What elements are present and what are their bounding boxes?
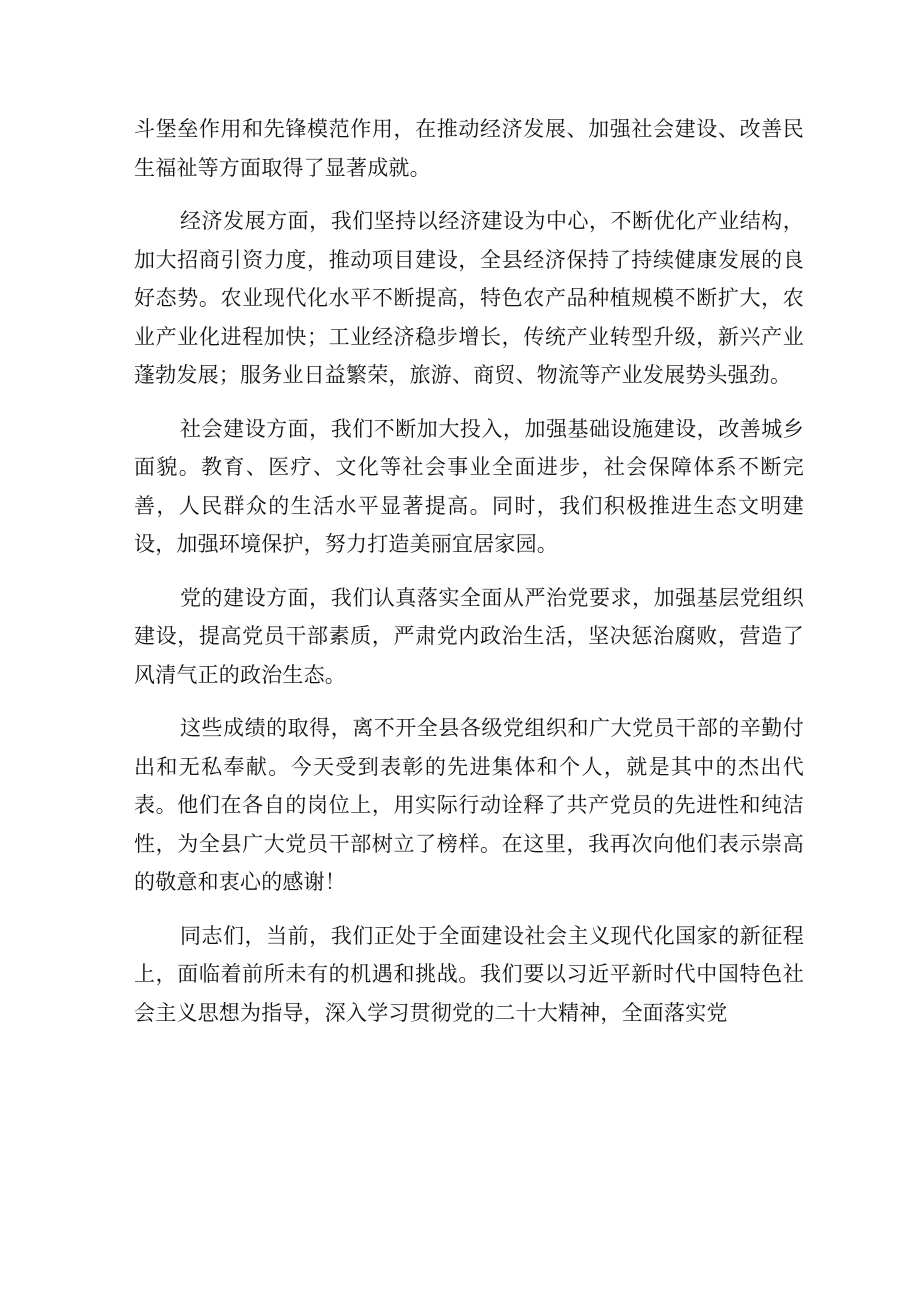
paragraph-continuation: 斗堡垒作用和先锋模范作用，在推动经济发展、加强社会建设、改善民生福祉等方面取得了显著成就。 (134, 117, 804, 180)
paragraph-new-journey: 同志们，当前，我们正处于全面建设社会主义现代化国家的新征程上，面临着前所未有的机遇和挑战。我们要以习近平新时代中国特色社会主义思想为指导，深入学习贯彻党的二十大精神，全面落实党 (134, 923, 804, 1025)
paragraph-economic-development: 经济发展方面，我们坚持以经济建设为中心，不断优化产业结构，加大招商引资力度，推动项目建设，全县经济保持了持续健康发展的良好态势。农业现代化水平不断提高，特色农产品种植规模不断扩大，农业产业化进程加快；工业经济稳步增长，传统产业转型升级，新兴产业蓬勃发展；服务业日益繁荣，旅游、商贸、物流等产业发展势头强劲。 (134, 209, 804, 387)
paragraph-party-building: 党的建设方面，我们认真落实全面从严治党要求，加强基层党组织建设，提高党员干部素质，严肃党内政治生活，坚决惩治腐败，营造了风清气正的政治生态。 (134, 585, 804, 687)
paragraph-achievements-thanks: 这些成绩的取得，离不开全县各级党组织和广大党员干部的辛勤付出和无私奉献。今天受到表彰的先进集体和个人，就是其中的杰出代表。他们在各自的岗位上，用实际行动诠释了共产党员的先进性和纯洁性，为全县广大党员干部树立了榜样。在这里，我再次向他们表示崇高的敬意和衷心的感谢！ (134, 716, 804, 894)
paragraph-social-construction: 社会建设方面，我们不断加大投入，加强基础设施建设，改善城乡面貌。教育、医疗、文化等社会事业全面进步，社会保障体系不断完善，人民群众的生活水平显著提高。同时，我们积极推进生态文明建设，加强环境保护，努力打造美丽宜居家园。 (134, 416, 804, 556)
document-body (134, 110, 804, 1032)
